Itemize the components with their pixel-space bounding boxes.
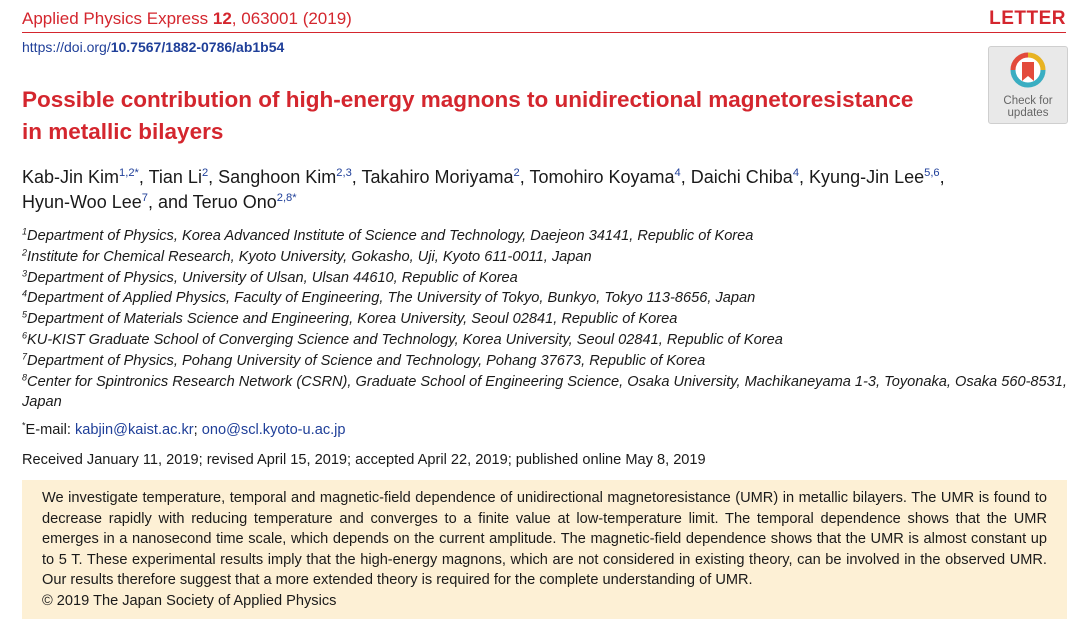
email-link-kim[interactable]: kabjin@kaist.ac.kr (75, 422, 194, 438)
journal-name: Applied Physics Express (22, 9, 209, 28)
affiliation (22, 309, 1072, 330)
author-affiliation-ref[interactable]: 5,6 (924, 167, 940, 180)
article-title: Possible contribution of high-energy magnons to unidirectional magnetoresistance in metallic bilayers (22, 87, 914, 144)
affiliation-text: Institute for Chemical Research, Kyoto University, Gokasho, Uji, Kyoto 611-0011, Japan (27, 248, 592, 265)
affiliation-number: 6 (22, 330, 28, 341)
author-separator: , (799, 167, 810, 187)
author (529, 167, 690, 187)
affiliation-text: Department of Physics, Pohang University of Science and Technology, Pohang 37673, Republic of Korea (27, 352, 706, 369)
author (22, 167, 149, 187)
author (149, 167, 219, 187)
author-separator: , (351, 167, 362, 187)
author-affiliation-ref[interactable]: 7 (141, 192, 148, 205)
affiliation (22, 247, 1072, 268)
affiliation-number: 8 (22, 371, 28, 382)
abstract-text: We investigate temperature, temporal and magnetic-field dependence of unidirectional magnetoresistance (UMR) in metallic bilayers. The UMR is found to decrease rapidly with reducing temperature and converges to a finite value at low-temperature limit. The temporal dependence shows that the UMR emerges in a nanosecond time scale, which depends on the current amplitude. The magnetic-field dependence shows that the UMR is almost constant up to 5 T. These experimental results imply that the high-energy magnons, which are not considered in existing theory, can be involved in the observed UMR. Our results therefore suggest that a more extended theory is required for the complete understanding of UMR. (42, 490, 1047, 589)
affiliation (22, 351, 1072, 372)
author-list (22, 165, 1072, 215)
affiliation (22, 268, 1072, 289)
author-affiliation-ref[interactable]: 2,3 (336, 167, 352, 180)
publication-history: Received January 11, 2019; revised April 15, 2019; accepted April 22, 2019; published online May 8, 2019 (22, 452, 706, 468)
author-affiliation-ref[interactable]: 2 (513, 167, 520, 180)
corresponding-star: * (22, 420, 26, 431)
affiliation-number: 5 (22, 309, 28, 320)
author-name: Teruo Ono (192, 192, 277, 212)
article-info: , 063001 (2019) (231, 9, 352, 28)
doi-prefix[interactable]: https://doi.org/ (22, 39, 111, 55)
author (218, 167, 361, 187)
check-for-updates-line2: updates (1007, 107, 1049, 119)
author-separator: , (138, 167, 149, 187)
doi-link[interactable] (22, 39, 284, 55)
author-separator: , (680, 167, 691, 187)
author-name: Takahiro Moriyama (361, 167, 514, 187)
check-for-updates-icon (1009, 51, 1047, 93)
author-separator: , (939, 167, 945, 187)
contact-email (22, 422, 346, 438)
affiliation (22, 330, 1072, 351)
affiliation-text: KU-KIST Graduate School of Converging Science and Technology, Korea University, Seoul 02841, Republic of Korea (27, 331, 783, 348)
author-name: Hyun-Woo Lee (22, 192, 142, 212)
check-for-updates-label (989, 95, 1067, 119)
email-separator: ; (193, 422, 202, 438)
author-affiliation-ref[interactable]: 1,2* (119, 167, 139, 180)
author-name: Kab-Jin Kim (22, 167, 120, 187)
author-name: Daichi Chiba (690, 167, 793, 187)
author-name: Tian Li (148, 167, 202, 187)
journal-citation (22, 9, 352, 29)
affiliation-text: Center for Spintronics Research Network (CSRN), Graduate School of Engineering Science, Osaka University, Machikaneyama 1-3, Toyonaka, Osaka 560-8531, Japan (22, 373, 1067, 411)
author-affiliation-ref[interactable]: 4 (792, 167, 800, 180)
email-label: E-mail: (25, 422, 75, 438)
abstract-box (22, 480, 1067, 619)
journal-volume: 12 (212, 9, 232, 28)
copyright-notice: © 2019 The Japan Society of Applied Physics (42, 592, 337, 609)
author (361, 167, 529, 187)
author-separator: , (519, 167, 530, 187)
author-separator: , (208, 167, 219, 187)
affiliation-text: Department of Applied Physics, Faculty of Engineering, The University of Tokyo, Bunkyo, Tokyo 113-8656, Japan (27, 290, 756, 307)
affiliation-text: Department of Physics, Korea Advanced Institute of Science and Technology, Daejeon 34141, Republic of Korea (27, 228, 754, 244)
author (193, 192, 297, 212)
email-link-ono[interactable]: ono@scl.kyoto-u.ac.jp (201, 422, 346, 438)
check-for-updates-button[interactable] (988, 46, 1068, 124)
author-affiliation-ref[interactable]: 4 (674, 167, 681, 180)
doi-id[interactable]: 10.7567/1882-0786/ab1b54 (110, 39, 285, 55)
check-for-updates-line1: Check for (1003, 95, 1053, 107)
affiliation (22, 226, 1072, 247)
affiliation-text: Department of Physics, University of Ulsan, Ulsan 44610, Republic of Korea (27, 269, 518, 286)
author (809, 167, 945, 187)
affiliation-number: 2 (22, 247, 28, 258)
author-name: Tomohiro Koyama (529, 167, 675, 187)
author (22, 192, 193, 212)
affiliation-text: Department of Materials Science and Engineering, Korea University, Seoul 02841, Republic of Korea (27, 311, 678, 328)
affiliation-number: 1 (22, 226, 28, 237)
author (691, 167, 809, 187)
affiliation-number: 3 (22, 267, 28, 278)
header-divider (22, 32, 1066, 33)
author-separator: , and (147, 192, 193, 212)
article-type-label: LETTER (989, 8, 1066, 29)
author-name: Sanghoon Kim (218, 167, 337, 187)
author-name: Kyung-Jin Lee (809, 167, 925, 187)
author-affiliation-ref[interactable]: 2 (201, 167, 209, 180)
affiliation (22, 288, 1072, 309)
affiliation-number: 7 (22, 351, 28, 362)
author-affiliation-ref[interactable]: 2,8* (276, 192, 297, 205)
affiliation-list (22, 226, 1072, 413)
affiliation (22, 372, 1072, 414)
affiliation-number: 4 (22, 288, 28, 299)
